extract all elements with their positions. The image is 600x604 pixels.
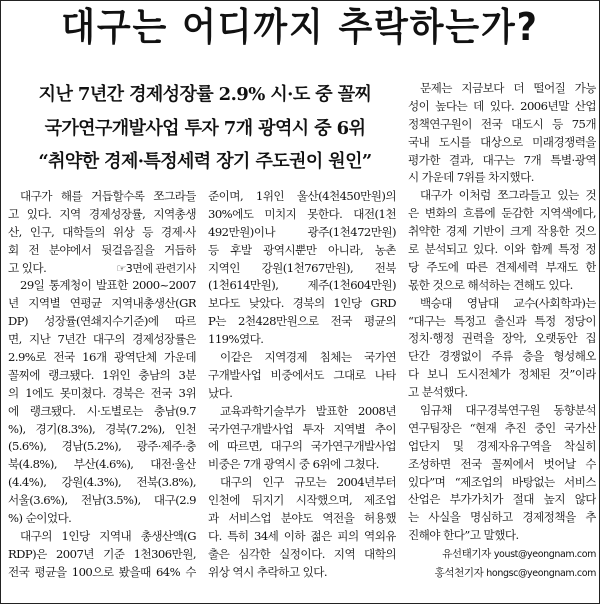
paragraph [208, 474, 396, 581]
text-line-content: 취약한 경제 기반이 크게 작용한 것으 [408, 224, 596, 239]
article-column-2 [208, 188, 396, 582]
text-line-content: 교육과학기술부가 발표한 2008년 [220, 403, 396, 418]
reporter-email[interactable]: hongsc@yeongnam.com [486, 568, 596, 580]
text-line-content: 대구의 1인당 지역내 총생산액(G [20, 528, 196, 543]
text-line-content: 고 있다. 지역 경제성장률, 지역총생 [8, 206, 196, 221]
text-line [8, 510, 196, 528]
article-column-1 [8, 188, 196, 582]
text-line-content: %), 경기(8.3%), 경북(7.2%), 인천 [8, 421, 196, 436]
paragraph [408, 80, 596, 187]
text-line [408, 295, 596, 313]
text-line-content: 진해야 한다”고 말했다. [408, 528, 519, 543]
text-line [208, 546, 396, 564]
text-line [8, 260, 196, 278]
text-line-content: 정책연구원이 전국 대도시 등 75개 [408, 116, 596, 131]
text-line [408, 259, 596, 277]
text-line [208, 367, 396, 385]
text-line-content: RDP)은 2007년 기준 1천306만원, [8, 546, 196, 561]
text-line [208, 456, 396, 474]
paragraph [8, 188, 196, 277]
text-line-content: 30%에도 미치지 못한다. 대전(1천 [208, 206, 396, 221]
text-line [208, 421, 396, 439]
text-line-content: (1천614만원), 제주(1천604만원) [208, 278, 396, 293]
text-line [8, 564, 196, 582]
paragraph [208, 349, 396, 403]
text-line-content: 정치·행정 권력을 장악, 오랫동안 집 [408, 331, 596, 346]
subheadline: “취약한 경제·특정세력 장기 주도권이 원인” [38, 151, 372, 172]
text-line [8, 403, 196, 421]
text-line-content: 성이 높다는 데 있다. 2006년말 산업 [408, 98, 596, 113]
text-line [408, 241, 596, 259]
text-line-content: 났다. [208, 385, 233, 400]
text-line [208, 313, 396, 331]
text-line-content: 에 랭크됐다. 시·도별로는 충남(9.7 [8, 403, 196, 418]
reporter-name: 유선태기자 [442, 548, 491, 561]
headline: 대구는 어디까지 추락하는가? [61, 5, 539, 49]
text-line-content: 조성하면 전국 꼴찌에서 벗어날 수 [408, 456, 596, 471]
text-line-content: 출은 심각한 실정이다. 지역 대학의 [208, 546, 396, 561]
text-line-content: P는 2천428만원으로 전국 평균의 [208, 314, 396, 329]
text-line-content: 구개발사업 비중에서도 그대로 나타 [208, 367, 396, 382]
text-line-content: 북(4.8%), 부산(4.6%), 대전·울산 [8, 457, 196, 472]
paragraph [408, 402, 596, 545]
text-line [208, 349, 396, 367]
subheadlines [20, 78, 390, 179]
text-line [208, 474, 396, 492]
reporter-email[interactable]: youst@yeongnam.com [493, 549, 596, 561]
text-line-content: 은 변화의 흐름에 둔감한 지역색에다, [408, 206, 596, 221]
text-line [408, 223, 596, 241]
text-line [408, 474, 596, 492]
text-line-content: 대구가 이처럼 쪼그라들고 있는 것 [420, 188, 596, 203]
text-line [408, 456, 596, 474]
text-line-content: 비중은 7개 광역시 중 6위에 그쳤다. [208, 457, 379, 472]
text-line-content: 고 있다. [8, 260, 47, 275]
text-line-content: 평가한 결과, 대구는 7개 특별·광역 [408, 152, 596, 167]
text-line-content: 과 서비스업 분야도 역전을 허용했 [208, 511, 396, 526]
text-line-content: 있다”며 “제조업의 바탕없는 서비스 [408, 474, 596, 489]
text-line [408, 509, 596, 527]
text-line-content: 서울(3.6%), 전남(3.5%), 대구(2.9 [8, 493, 196, 508]
text-line [8, 188, 196, 206]
text-line [208, 206, 396, 224]
related-article-link[interactable]: ☞3면에 관련기사 [116, 261, 196, 275]
text-line-content: 다. 특히 34세 이하 젊은 피의 역외유 [208, 528, 396, 543]
byline [408, 545, 596, 564]
text-line-content: 에 따르면, 대구의 국가연구개발사업 [208, 439, 396, 454]
text-line [408, 420, 596, 438]
text-line [208, 528, 396, 546]
text-line-content: 산업은 부가가치가 절대 높지 않다 [408, 492, 596, 507]
text-line-content: 대구의 인구 규모는 2004년부터 [220, 475, 396, 490]
text-line [208, 295, 396, 313]
text-line-content: 국가연구개발사업 투자 지역별 추이 [208, 421, 396, 436]
text-line-content: 다 보니 도시전체가 정체된 것”이라 [408, 367, 596, 382]
text-line-content: 지역인 강원(1천767만원), 전북 [208, 260, 396, 275]
paragraph [8, 277, 196, 527]
text-line [8, 385, 196, 403]
text-line-content: 문제는 지금보다 더 떨어질 가능 [420, 81, 596, 95]
text-line-content: 보다도 낮았다. 경북의 1인당 GRD [208, 296, 396, 311]
byline [408, 564, 596, 583]
text-line [8, 474, 196, 492]
text-line [208, 438, 396, 456]
text-line-content: 연구팀장은 “현재 추진 중인 국가산 [408, 420, 596, 435]
text-line [8, 349, 196, 367]
text-line [408, 98, 596, 116]
text-line-content: 492만원)이나 광주(1천472만원) [208, 224, 396, 239]
text-line-content: 이같은 지역경제 침체는 국가연 [220, 350, 396, 365]
text-line-content: 는 사실을 명심하고 경제정책을 추 [408, 510, 596, 525]
text-line [8, 421, 196, 439]
text-line [408, 384, 596, 402]
text-line-content: 2.9%로 전국 16개 광역단체 가운데 [8, 350, 196, 365]
text-line-content: 산, 인구, 대학들의 위상 등 경제·사 [8, 224, 196, 239]
subheadline: 국가연구개발사업 투자 7개 광역시 중 6위 [44, 117, 366, 139]
text-line [8, 546, 196, 564]
text-line [208, 277, 396, 295]
text-line-content: 의 1에도 못미쳤다. 경북은 전국 3위 [8, 385, 196, 400]
paragraph [408, 187, 596, 294]
paragraph [8, 528, 196, 582]
text-line-content: 당 주도에 따른 견제세력 부재도 한 [408, 259, 596, 274]
text-line [208, 403, 396, 421]
text-line-content: %) 순이었다. [8, 511, 72, 526]
text-line-content: 면, 지난 7년간 대구의 경제성장률은 [8, 332, 196, 347]
text-line-content: (4.4%), 강원(4.3%), 전북(3.8%), [8, 475, 196, 490]
text-line-content: (5.6%), 경남(5.2%), 광주·제주·충 [8, 439, 196, 454]
paragraph [408, 295, 596, 402]
text-line-content: 업단지 및 경제자유구역을 착실히 [408, 438, 596, 453]
text-line-content: 등 후발 광역시뿐만 아니라, 농촌 [208, 242, 396, 257]
text-line [8, 456, 196, 474]
text-line [8, 313, 196, 331]
text-line-content: 백승대 영남대 교수(사회학과)는 [420, 295, 596, 310]
text-line [208, 492, 396, 510]
text-line [408, 402, 596, 420]
text-line-content: 로 분석되고 있다. 이와 함께 특정 정 [408, 242, 596, 257]
reporter-name: 홍석천기자 [434, 567, 484, 580]
text-line-content: 준이며, 1위인 울산(4천450만원)의 [208, 189, 396, 203]
text-line [408, 187, 596, 205]
text-line-content: 꼴찌에 랭크됐다. 1위인 충남의 3분 [8, 367, 196, 382]
text-line [8, 224, 196, 242]
text-line [408, 169, 596, 187]
text-line [408, 330, 596, 348]
text-line-content: 119%였다. [208, 332, 264, 347]
text-line [408, 80, 596, 98]
text-line-content: 단간 경쟁없이 주류 층을 형성해오 [408, 349, 596, 364]
text-line-content: 29일 통계청이 발표한 2000~2007 [20, 278, 196, 293]
text-line [8, 528, 196, 546]
text-line-content: 전국 평균을 100으로 봤을때 64% 수 [8, 564, 196, 579]
text-line [408, 134, 596, 152]
text-line [408, 491, 596, 509]
text-line-content: 인천에 뒤지기 시작했으며, 제조업 [208, 493, 396, 508]
text-line [208, 224, 396, 242]
text-line-content: 몫한 것으로 해석하는 견해도 있다. [408, 277, 573, 292]
text-line [408, 277, 596, 295]
text-line [8, 492, 196, 510]
text-line [208, 242, 396, 260]
text-line [408, 366, 596, 384]
text-line-content: 임규채 대구경북연구원 동향분석 [420, 403, 596, 418]
subheadline: 지난 7년간 경제성장률 2.9% 시·도 중 꼴찌 [38, 84, 372, 105]
text-line [208, 564, 396, 582]
text-line [8, 206, 196, 224]
text-line [408, 116, 596, 134]
text-line-content: “대구는 특정고 출신과 특정 정당이 [408, 313, 596, 328]
text-line [208, 331, 396, 349]
text-line-content: 회 전 분야에서 뒷걸음질을 거듭하 [8, 242, 196, 257]
text-line-content: 대구가 해를 거듭할수록 쪼그라들 [20, 189, 196, 203]
text-line [208, 385, 396, 403]
text-line [408, 152, 596, 170]
text-line [408, 205, 596, 223]
text-line-content: 시 가운데 7위를 차지했다. [408, 170, 534, 185]
paragraph [208, 188, 396, 349]
text-line-content: 고 분석했다. [408, 385, 468, 400]
text-line-content: DP) 성장률(연쇄지수기준)에 따르 [8, 314, 196, 329]
text-line [8, 277, 196, 295]
text-line [8, 367, 196, 385]
paragraph [208, 403, 396, 475]
text-line [208, 188, 396, 206]
text-line [408, 348, 596, 366]
article-column-3 [408, 80, 596, 583]
text-line [208, 260, 396, 278]
text-line-content: 위상 역시 추락하고 있다. [208, 564, 328, 579]
text-line [408, 313, 596, 331]
text-line-content: 년 지역별 연평균 지역내총생산(GR [8, 296, 196, 311]
text-line [408, 527, 596, 545]
text-line [8, 438, 196, 456]
text-line [8, 331, 196, 349]
text-line [408, 438, 596, 456]
text-line [8, 295, 196, 313]
text-line [208, 510, 396, 528]
text-line [8, 242, 196, 260]
text-line-content: 국내 도시를 대상으로 미래경쟁력을 [408, 134, 596, 149]
